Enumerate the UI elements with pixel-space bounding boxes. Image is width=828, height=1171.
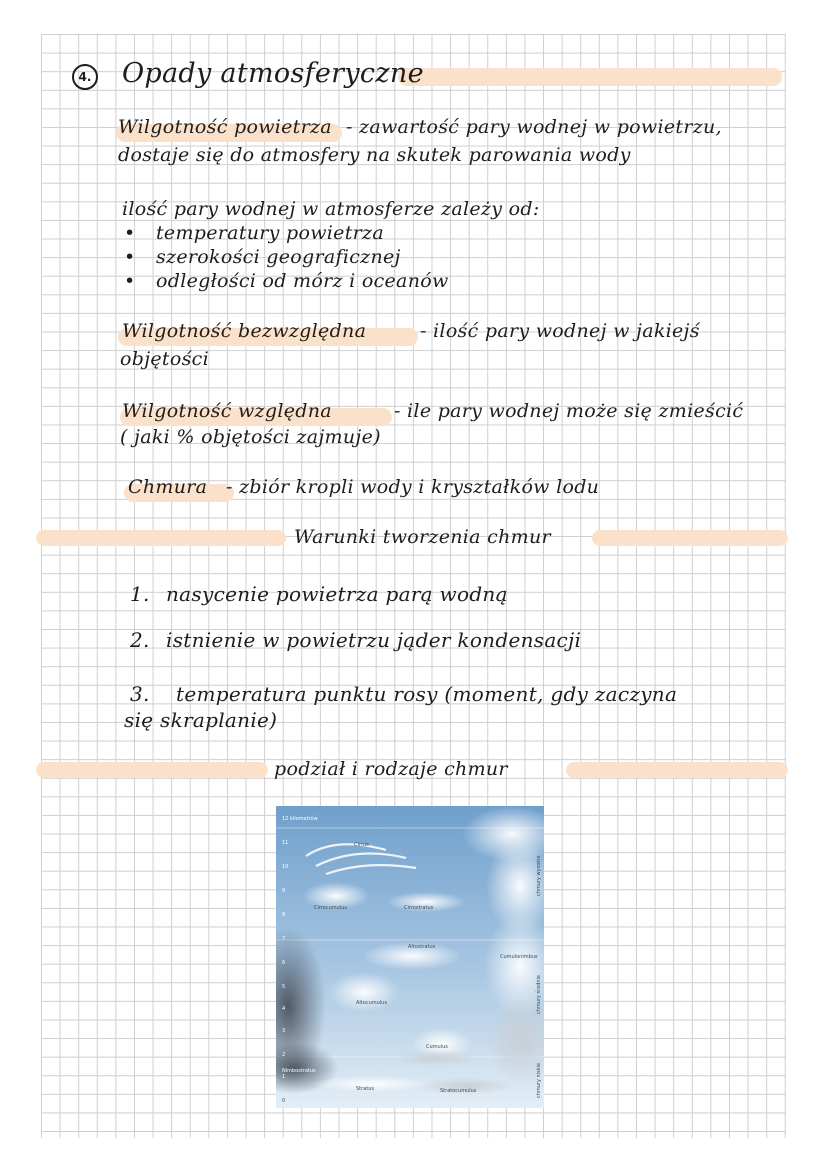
cloud-types-diagram xyxy=(276,806,544,1108)
section3-highlight-right xyxy=(566,762,788,778)
label-stratocumulus: Stratocumulus xyxy=(440,1088,477,1094)
label-stratus: Stratus xyxy=(356,1086,374,1092)
numbered-item-1: nasycenie powietrza parą wodną xyxy=(166,582,508,606)
numbered-item-3-continuation: się skraplanie) xyxy=(124,708,278,732)
bullet-marker-1: • xyxy=(124,222,136,244)
p4-line1: - ile pary wodnej może się zmieścić xyxy=(394,400,744,422)
tick-7: 7 xyxy=(282,936,286,942)
label-nimbostratus: Nimbostratus xyxy=(282,1068,316,1074)
p3-line1: - ilość pary wodnej w jakiejś xyxy=(420,320,700,342)
axis-label: 12 kilometrów xyxy=(282,816,318,822)
bullet-item-2: szerokości geograficznej xyxy=(156,246,401,268)
band-label-high: chmury wysokie xyxy=(536,855,542,896)
term-chmura: Chmura xyxy=(128,476,208,498)
section2-heading: Warunki tworzenia chmur xyxy=(294,526,551,548)
tick-5: 5 xyxy=(282,984,286,990)
bottom-margin xyxy=(0,1138,828,1171)
label-altostratus: Altostratus xyxy=(408,944,436,950)
section2-highlight-right xyxy=(592,530,788,546)
section3-heading: podział i rodzaje chmur xyxy=(274,758,508,780)
section-number-badge: 4. xyxy=(72,64,98,90)
page-title: Opady atmosferyczne xyxy=(122,58,424,89)
cloud-diagram-svg xyxy=(276,806,544,1108)
tick-4: 4 xyxy=(282,1006,286,1012)
tick-2: 2 xyxy=(282,1052,286,1058)
bullet-item-3: odległości od mórz i oceanów xyxy=(156,270,449,292)
label-cirrus: Cirrus xyxy=(354,842,369,848)
altocumulus-shape xyxy=(328,972,400,1012)
p3-line2: objętości xyxy=(120,348,209,370)
title-highlight xyxy=(398,68,782,86)
label-altocumulus: Altocumulus xyxy=(356,1000,387,1006)
numbered-item-2: istnienie w powietrzu jąder kondensacji xyxy=(166,628,582,652)
p1-line2: dostaje się do atmosfery na skutek parowania wody xyxy=(118,144,631,166)
numbered-item-2-number: 2. xyxy=(130,628,150,652)
label-cumulus: Cumulus xyxy=(426,1044,448,1050)
numbered-item-3-number: 3. xyxy=(130,682,150,706)
p2-intro: ilość pary wodnej w atmosferze zależy od: xyxy=(122,198,540,220)
top-margin xyxy=(0,0,828,34)
bullet-item-1: temperatury powietrza xyxy=(156,222,384,244)
right-margin xyxy=(786,0,828,1171)
tick-3: 3 xyxy=(282,1028,286,1034)
numbered-item-1-number: 1. xyxy=(130,582,150,606)
label-cumulonimbus: Cumulonimbus xyxy=(500,954,538,960)
tick-10: 10 xyxy=(282,864,289,870)
cumulus-shadow xyxy=(392,1050,480,1066)
p1-line1: - zawartość pary wodnej w powietrzu, xyxy=(346,116,722,138)
bullet-marker-3: • xyxy=(124,270,136,292)
term-wilgotnosc-powietrza: Wilgotność powietrza xyxy=(118,116,332,138)
tick-6: 6 xyxy=(282,960,286,966)
label-cirrostratus: Cirrostratus xyxy=(404,905,434,911)
p4-line2: ( jaki % objętości zajmuje) xyxy=(120,426,381,448)
tick-0: 0 xyxy=(282,1098,286,1104)
term-wilgotnosc-wzgledna: Wilgotność względna xyxy=(122,400,332,422)
band-label-low: chmury niskie xyxy=(536,1062,542,1098)
section2-highlight-left xyxy=(36,530,286,546)
band-label-mid: chmury średnie xyxy=(536,975,542,1014)
tick-9: 9 xyxy=(282,888,286,894)
term-wilgotnosc-bezwzgledna: Wilgotność bezwzględna xyxy=(122,320,367,342)
numbered-item-3: temperatura punktu rosy (moment, gdy zaczyna xyxy=(176,682,678,706)
label-cirrocumulus: Cirrocumulus xyxy=(314,905,347,911)
left-margin xyxy=(0,0,41,1171)
tick-11: 11 xyxy=(282,840,289,846)
section3-highlight-left xyxy=(36,762,268,778)
tick-8: 8 xyxy=(282,912,286,918)
tick-1: 1 xyxy=(282,1074,286,1080)
p5-line1: - zbiór kropli wody i kryształków lodu xyxy=(226,476,600,498)
bullet-marker-2: • xyxy=(124,246,136,268)
